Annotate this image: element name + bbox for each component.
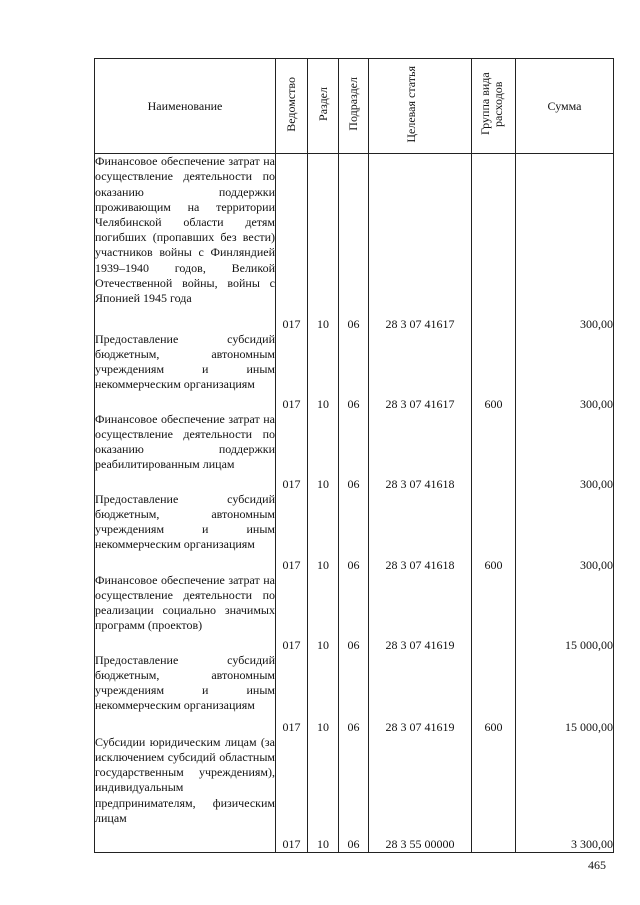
row-gruppa: 600 (472, 332, 516, 412)
row-summa: 300,00 (516, 332, 614, 412)
row-razdel: 10 (308, 573, 339, 653)
budget-table (94, 58, 614, 853)
row-vedomstvo: 017 (276, 154, 308, 332)
row-summa: 300,00 (516, 412, 614, 492)
row-name: Субсидии юридическим лицам (за исключением субсидий областным государственным учреждениям), индивидуальным предпринимателям, физическим лицам (95, 735, 276, 853)
row-celevaya: 28 3 07 41617 (369, 332, 472, 412)
table-row (95, 332, 614, 412)
page-number: 465 (588, 858, 606, 872)
row-name: Финансовое обеспечение затрат на осуществление деятельности по оказанию поддержки реабилитированным лицам (95, 412, 276, 492)
row-summa: 300,00 (516, 492, 614, 573)
row-celevaya: 28 3 55 00000 (369, 735, 472, 853)
row-summa: 15 000,00 (516, 653, 614, 735)
header-celevaya: Целевая статья (369, 59, 472, 154)
row-razdel: 10 (308, 492, 339, 573)
row-razdel: 10 (308, 653, 339, 735)
row-razdel: 10 (308, 154, 339, 332)
row-summa: 300,00 (516, 154, 614, 332)
row-gruppa: 600 (472, 492, 516, 573)
row-podrazdel: 06 (339, 332, 369, 412)
table-row (95, 573, 614, 653)
row-summa: 3 300,00 (516, 735, 614, 853)
header-podrazdel: Подраздел (339, 59, 369, 154)
row-vedomstvo: 017 (276, 492, 308, 573)
row-razdel: 10 (308, 735, 339, 853)
row-name: Предоставление субсидий бюджетным, автономным учреждениям и иным некоммерческим организациям (95, 653, 276, 735)
row-celevaya: 28 3 07 41617 (369, 154, 472, 332)
table-row (95, 154, 614, 332)
row-name: Финансовое обеспечение затрат на осуществление деятельности по реализации социально значимых программ (проектов) (95, 573, 276, 653)
row-razdel: 10 (308, 332, 339, 412)
row-name: Предоставление субсидий бюджетным, автономным учреждениям и иным некоммерческим организациям (95, 492, 276, 573)
table-row (95, 412, 614, 492)
row-summa: 15 000,00 (516, 573, 614, 653)
row-podrazdel: 06 (339, 154, 369, 332)
row-gruppa (472, 154, 516, 332)
table-row (95, 735, 614, 853)
table-row (95, 492, 614, 573)
row-gruppa (472, 573, 516, 653)
row-podrazdel: 06 (339, 492, 369, 573)
row-celevaya: 28 3 07 41619 (369, 573, 472, 653)
row-gruppa (472, 735, 516, 853)
row-razdel: 10 (308, 412, 339, 492)
header-name: Наименование (95, 59, 276, 154)
row-celevaya: 28 3 07 41619 (369, 653, 472, 735)
row-celevaya: 28 3 07 41618 (369, 492, 472, 573)
row-name: Предоставление субсидий бюджетным, автономным учреждениям и иным некоммерческим организациям (95, 332, 276, 412)
row-gruppa: 600 (472, 653, 516, 735)
row-vedomstvo: 017 (276, 332, 308, 412)
header-gruppa: Группа вида расходов (472, 59, 516, 154)
header-summa: Сумма (516, 59, 614, 154)
table-header-row (95, 59, 614, 154)
header-razdel: Раздел (308, 59, 339, 154)
row-gruppa (472, 412, 516, 492)
row-vedomstvo: 017 (276, 412, 308, 492)
row-celevaya: 28 3 07 41618 (369, 412, 472, 492)
row-podrazdel: 06 (339, 735, 369, 853)
row-vedomstvo: 017 (276, 735, 308, 853)
row-name: Финансовое обеспечение затрат на осуществление деятельности по оказанию поддержки проживающим на территории Челябинской области детям погибших (пропавших без вести) участников войны с Финляндией 1939–1940 годов, Великой Отечественной войны, войны с Японией 1945 года (95, 154, 276, 332)
header-vedomstvo: Ведомство (276, 59, 308, 154)
row-podrazdel: 06 (339, 412, 369, 492)
row-vedomstvo: 017 (276, 653, 308, 735)
row-podrazdel: 06 (339, 653, 369, 735)
table-row (95, 653, 614, 735)
row-podrazdel: 06 (339, 573, 369, 653)
row-vedomstvo: 017 (276, 573, 308, 653)
